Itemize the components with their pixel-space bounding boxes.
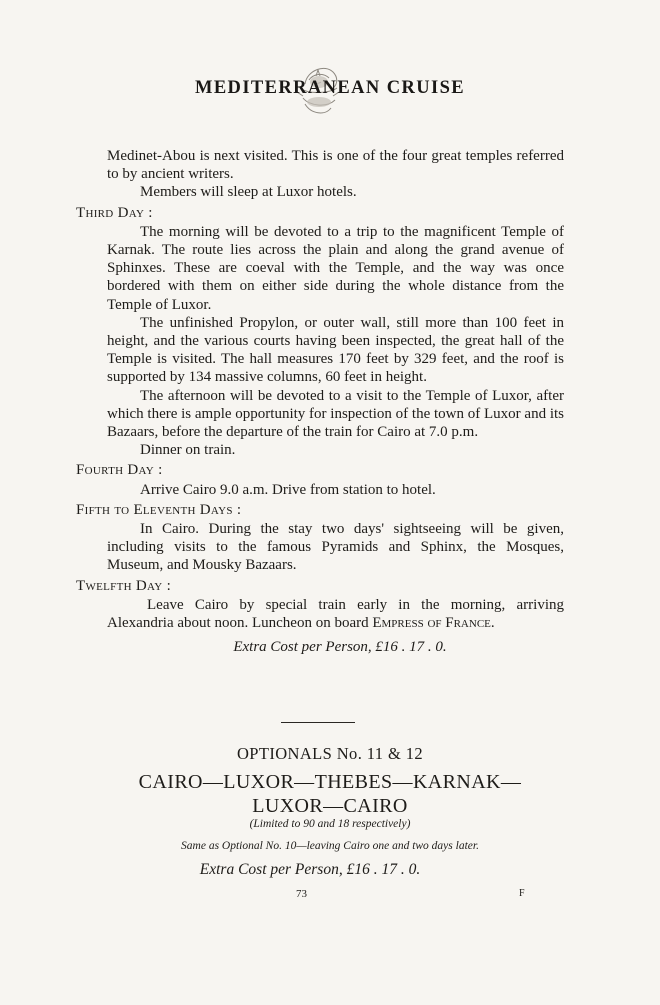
page-title: MEDITERRANEAN CRUISE — [194, 78, 466, 98]
signature-mark: F — [519, 888, 525, 899]
limited-note: (Limited to 90 and 18 respectively) — [249, 818, 411, 830]
twelfth-day-text: Leave Cairo by special train early in the morning, arriving Alexandria about noon. Luncheon on board — [107, 596, 564, 632]
optionals-cost-line: Extra Cost per Person, £16 . 17 . 0. — [199, 861, 421, 878]
extra-cost-line: Extra Cost per Person, £16 . 17 . 0. — [233, 639, 447, 656]
section-divider — [281, 722, 355, 723]
day-heading-fourth: Fourth Day : — [76, 462, 163, 479]
twelfth-day-paragraph — [76, 596, 564, 632]
page-header — [0, 58, 660, 122]
day-heading-fifth: Fifth to Eleventh Days : — [76, 501, 242, 518]
optionals-heading: OPTIONALS No. 11 & 12 — [236, 744, 424, 763]
same-as-note: Same as Optional No. 10—leaving Cairo one and two days later. — [181, 840, 479, 852]
third-day-paragraph-2: The unfinished Propylon, or outer wall, still more than 100 feet in height, and the various courts having been inspected, the great hall of the Temple is visited. The hall measures 170 feet by 329 feet, and the roof is supported by 134 massive columns, 60 feet in height. — [107, 314, 564, 386]
route-title — [0, 770, 660, 818]
fifth-day-paragraph: In Cairo. During the stay two days' sightseeing will be given, including visits to the famous Pyramids and Sphinx, the Mosques, Museum, and Mousky Bazaars. — [107, 521, 564, 574]
third-day-paragraph-1: The morning will be devoted to a trip to the magnificent Temple of Karnak. The route lies across the plain and along the grand avenue of Sphinxes. These are coeval with the Temple, and the way was once bordered with them on either side during the whole distance from the Temple of Luxor. — [107, 223, 564, 313]
twelfth-day-end: . — [490, 615, 495, 632]
ship-name: Empress of France — [372, 615, 491, 632]
route-line-2: LUXOR—CAIRO — [252, 795, 408, 817]
route-line-1: CAIRO—LUXOR—THEBES—KARNAK— — [138, 771, 522, 793]
page-number: 73 — [296, 888, 307, 900]
itinerary-body — [76, 147, 564, 656]
third-day-dinner: Dinner on train. — [140, 442, 236, 459]
third-day-paragraph-3: The afternoon will be devoted to a visit to the Temple of Luxor, after which there is ample opportunity for inspection of the town of Luxor and its Bazaars, before the departure of the train for Cairo at 7.0 p.m. — [107, 387, 564, 441]
day-heading-twelfth: Twelfth Day : — [76, 577, 172, 594]
day-heading-third: Third Day : — [76, 204, 153, 221]
sleep-note: Members will sleep at Luxor hotels. — [140, 184, 357, 201]
fourth-day-paragraph: Arrive Cairo 9.0 a.m. Drive from station to hotel. — [140, 481, 436, 498]
intro-paragraph: Medinet-Abou is next visited. This is one of the four great temples referred to by ancient writers. — [107, 148, 564, 183]
